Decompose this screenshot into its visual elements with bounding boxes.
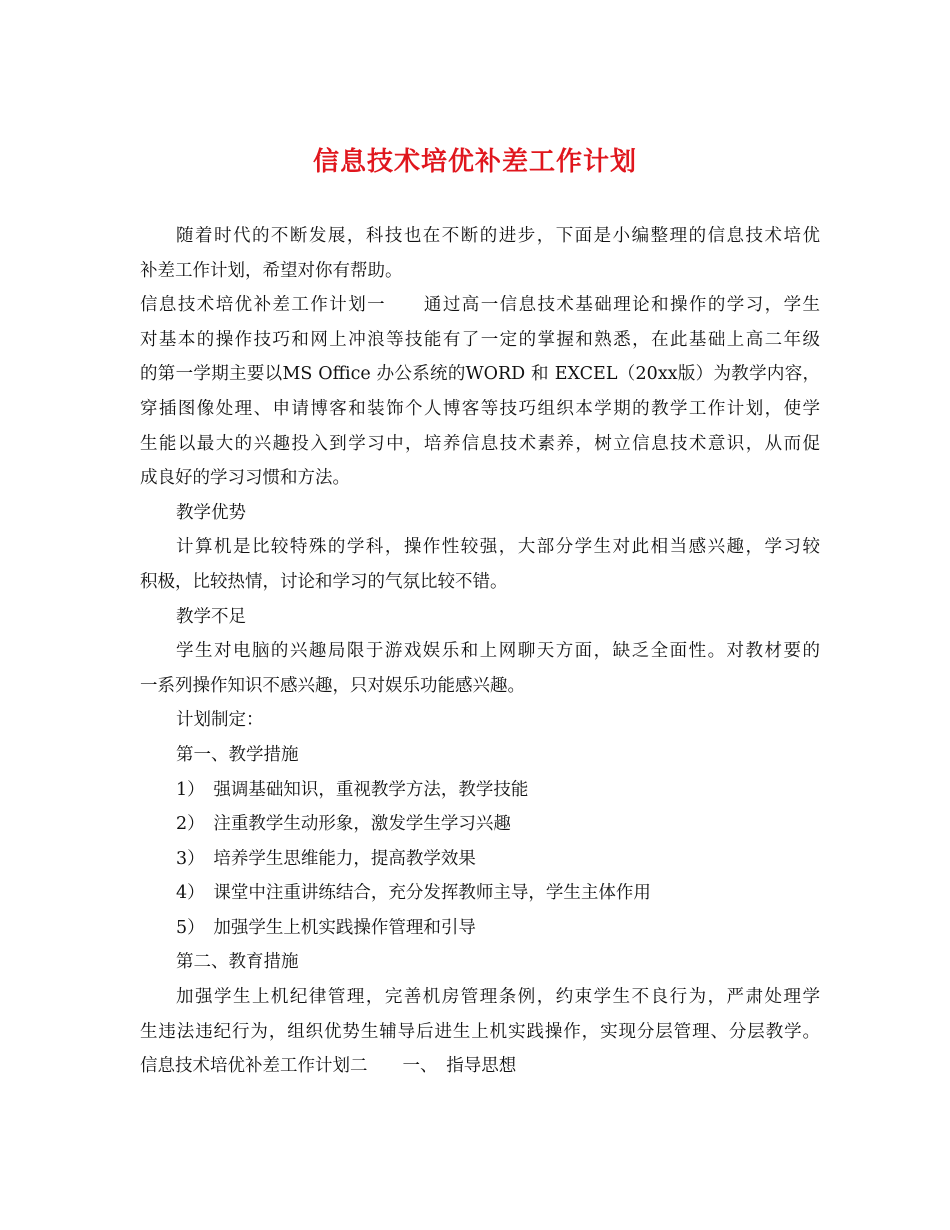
paragraph-line: 穿插图像处理、申请博客和装饰个人博客等技巧组织本学期的教学工作计划，使学 [140,398,820,419]
paragraph-line: 对基本的操作技巧和网上冲浪等技能有了一定的掌握和熟悉，在此基础上高二年级 [140,329,820,350]
paragraph-line: 生违法违纪行为，组织优势生辅导后进生上机实践操作，实现分层管理、分层教学。 [140,1021,820,1042]
paragraph-line: 生能以最大的兴趣投入到学习中，培养信息技术素养，树立信息技术意识，从而促 [140,433,820,454]
section-heading: 教学优势 [176,502,246,523]
paragraph-line: 随着时代的不断发展，科技也在不断的进步，下面是小编整理的信息技术培优 [176,226,820,246]
document-title: 信息技术培优补差工作计划 [312,147,637,177]
paragraph-line: 信息技术培优补差工作计划一 通过高一信息技术基础理论和操作的学习，学生 [140,295,820,316]
section-heading: 第二、教育措施 [176,952,299,973]
paragraph-line: 信息技术培优补差工作计划二 一、 指导思想 [140,1056,517,1077]
section-heading: 计划制定： [176,710,264,731]
paragraph-line: 计算机是比较特殊的学科，操作性较强，大部分学生对此相当感兴趣，学习较 [176,537,820,558]
section-heading: 第一、教学措施 [176,744,299,765]
list-item: 1） 强调基础知识，重视教学方法，教学技能 [176,779,529,800]
paragraph-line: 成良好的学习习惯和方法。 [140,468,350,489]
paragraph-line: 学生对电脑的兴趣局限于游戏娱乐和上网聊天方面，缺乏全面性。对教材要的 [176,641,820,662]
section-heading: 教学不足 [176,606,246,627]
paragraph-line: 的第一学期主要以MS Office 办公系统的WORD 和 EXCEL（20xx版）为教学内容， [140,364,820,385]
list-item: 3） 培养学生思维能力，提高教学效果 [176,848,476,869]
paragraph-line: 积极，比较热情，讨论和学习的气氛比较不错。 [140,571,508,592]
list-item: 2） 注重教学生动形象，激发学生学习兴趣 [176,814,511,835]
list-item: 5） 加强学生上机实践操作管理和引导 [176,917,476,938]
paragraph-line: 补差工作计划，希望对你有帮助。 [140,260,403,281]
paragraph-line: 一系列操作知识不感兴趣，只对娱乐功能感兴趣。 [140,675,525,696]
list-item: 4） 课堂中注重讲练结合，充分发挥教师主导，学生主体作用 [176,883,651,904]
paragraph-line: 加强学生上机纪律管理，完善机房管理条例，约束学生不良行为，严肃处理学 [176,987,820,1008]
document-body [140,219,820,1084]
